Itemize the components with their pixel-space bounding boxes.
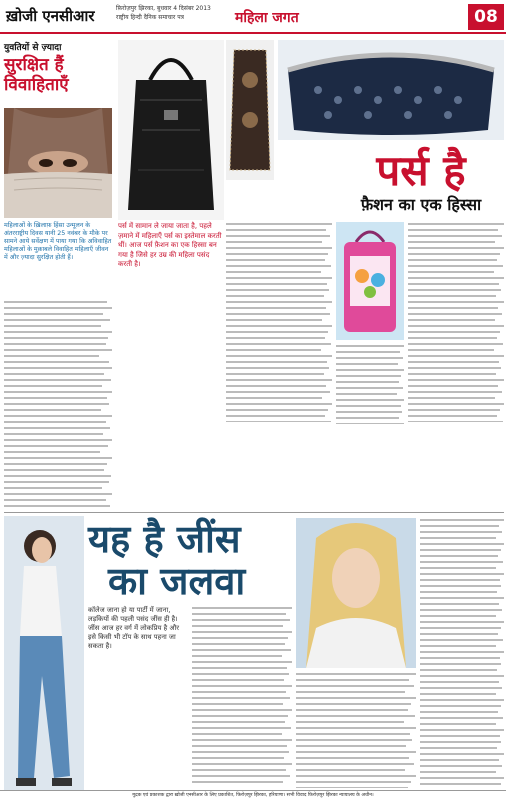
story3-body-col4 (420, 518, 504, 788)
beaded-purse-illustration (226, 40, 274, 180)
story3-blurb: कॉलेज जाना हो या पार्टी में जाना, लड़कियों की पहली पसंद जींस ही है। जींस आज हर वर्ग में लोकप्रिय है और इसे किसी भी टॉप के साथ पहना जा सकता है। (88, 606, 180, 650)
story1-body (4, 300, 112, 510)
newspaper-logo: ख़ोजी एनसीआर (6, 7, 95, 25)
story2-blurb: पर्स में सामान ले जाया जाता है, पहले ज़माने में महिलाएँ पर्स का इस्तेमाल करती थीं। आज पर्स फ़ैशन का एक हिस्सा बन गया है जिसे हर उम्र की महिला पसंद करती है। (118, 222, 222, 268)
kids-bag-illustration (336, 222, 404, 340)
story1-blurb: महिलाओं के ख़िलाफ़ हिंसा उन्मूलन के अंतरराष्ट्रीय दिवस यानी 25 नवंबर के मौके पर सामने आये सर्वेक्षण में पाया गया कि अविवाहित महिलाओं के मुक़ाबले विवाहित महिलाएँ जीवन में और ज़्यादा सुरक्षित होती हैं। (4, 222, 112, 261)
veiled-woman-illustration (4, 108, 112, 218)
story3-headline-line1: यह है जींस (88, 517, 241, 561)
story2-body-col3 (336, 344, 404, 424)
story1-headline-line1: सुरक्षित हैं (4, 55, 64, 75)
woman-in-jeans-photo (4, 516, 84, 790)
story2-body-col4 (408, 222, 504, 422)
black-handbag-photo (118, 40, 224, 220)
masthead (0, 0, 506, 34)
beaded-purse-photo (226, 40, 274, 180)
clutch-purse-photo (278, 40, 504, 140)
story1-headline-line2: विवाहिताएँ (4, 75, 69, 95)
story2-heading (338, 148, 504, 216)
handbag-illustration (118, 40, 224, 220)
story3-heading (88, 518, 328, 602)
story2-headline-line2: फ़ैशन का एक हिस्सा (360, 195, 482, 214)
story2-body (226, 222, 332, 422)
kids-bag-photo (336, 222, 404, 340)
story-safety (4, 40, 112, 95)
section-title: महिला जगत (235, 10, 299, 26)
section-divider (4, 512, 504, 513)
footer-imprint: मुद्रक एवं प्रकाशक द्वारा ख़ोजी एनसीआर के लिए प्रकाशित, फ़िरोज़पुर झिरका, हरियाणा। सभी विवाद फ़िरोज़पुर झिरका न्यायालय के अधीन। (0, 790, 506, 800)
story3-body-col3 (296, 672, 416, 788)
page-number: 08 (468, 4, 504, 30)
date-line: फ़िरोज़पुर झिरका, बुधवार 4 दिसंबर 2013 (116, 5, 211, 12)
blonde-woman-illustration (296, 518, 416, 668)
veiled-woman-photo (4, 108, 112, 218)
story1-kicker: युवतियों से ज़्यादा (4, 43, 62, 53)
story3-headline-line2: का जलवा (108, 559, 246, 603)
jeans-model-illustration (4, 516, 84, 790)
tagline: राष्ट्रीय हिन्दी दैनिक समाचार पत्र (116, 14, 184, 21)
story2-headline-line1: पर्स है (376, 146, 466, 195)
blonde-woman-photo (296, 518, 416, 668)
story3-body (192, 606, 292, 786)
clutch-illustration (278, 40, 504, 140)
